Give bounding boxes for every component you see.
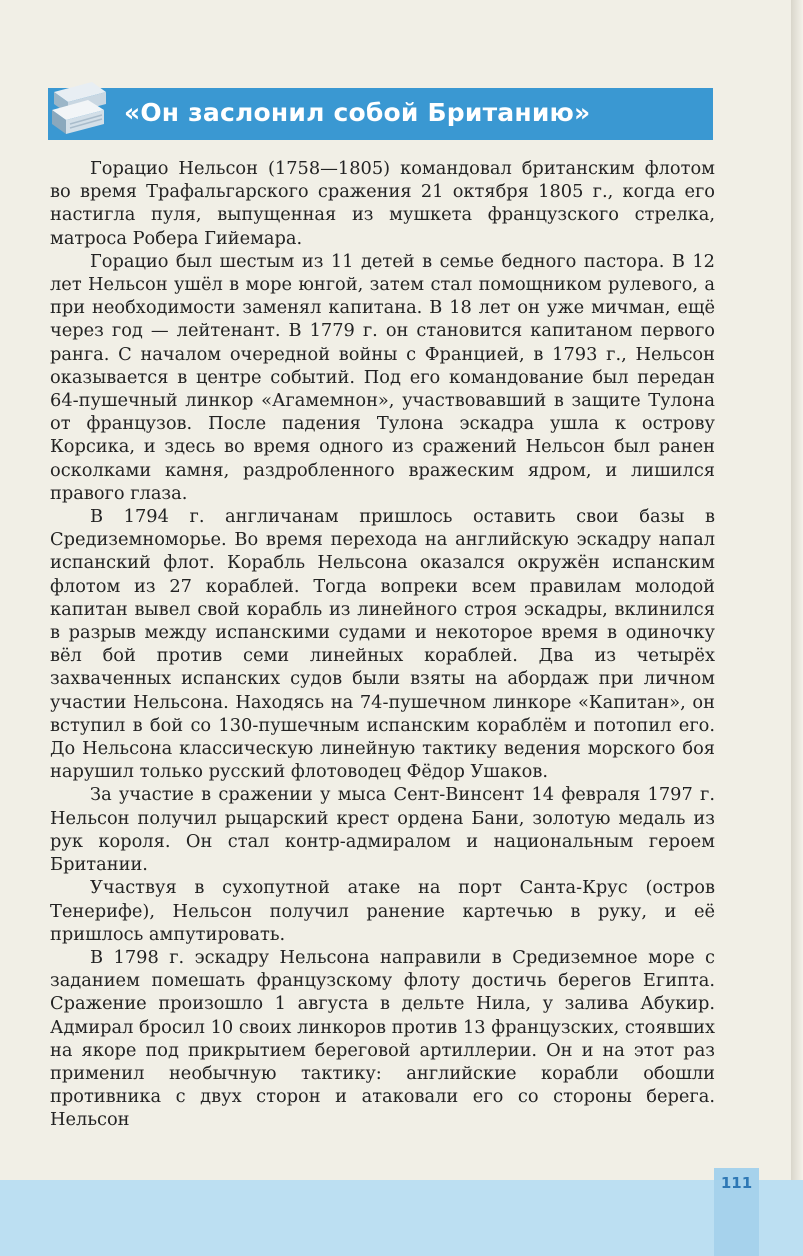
page-edge: [791, 0, 803, 1256]
paragraph: Горацио Нельсон (1758—1805) командовал британским флотом во время Трафальгарского сражения 21 октября 1805 г., когда его настигла пуля, выпущенная из мушкета французского стрелка, матроса Робера Гийемара.: [50, 158, 715, 249]
paragraph: В 1798 г. эскадру Нельсона направили в Средиземное море с заданием помешать французскому флоту достичь берегов Египта. Сражение произошло 1 августа в дельте Нила, у залива Абукир. Адмирал бросил 10 своих линкоров против 13 французских, стоявших на якоре под прикрытием береговой артиллерии. Он и на этот раз применил необычную тактику: английские корабли обошли противника с двух сторон и атаковали его со стороны берега. Нельсон: [50, 946, 715, 1131]
footer-band: [0, 1180, 803, 1256]
page-number-tab: [714, 1168, 759, 1256]
paragraph: За участие в сражении у мыса Сент-Винсент 14 февраля 1797 г. Нельсон получил рыцарский крест ордена Бани, золотую медаль из рук короля. Он стал контр-адмиралом и национальным героем Британии.: [50, 784, 715, 876]
paragraph: Участвуя в сухопутной атаке на порт Санта-Крус (остров Тенерифе), Нельсон получил ранение картечью в руку, и её пришлось ампутировать.: [50, 877, 715, 945]
books-icon: [48, 78, 108, 140]
article-body: [50, 157, 715, 1132]
section-header: [48, 88, 713, 140]
page-number: 111: [720, 1174, 753, 1192]
paragraph: Горацио был шестым из 11 детей в семье бедного пастора. В 12 лет Нельсон ушёл в море юнгой, затем стал помощником рулевого, а при необходимости заменял капитана. В 18 лет он уже мичман, ещё через год — лейтенант. В 1779 г. он становится капитаном первого ранга. С началом очередной войны с Францией, в 1793 г., Нельсон оказывается в центре событий. Под его командование был передан 64-пушечный линкор «Агамемнон», участвовавший в защите Тулона от французов. После падения Тулона эскадра ушла к острову Корсика, и здесь во время одного из сражений Нельсон был ранен осколками камня, раздробленного вражеским ядром, и лишился правого глаза.: [50, 250, 715, 504]
section-title: «Он заслонил собой Британию»: [124, 98, 591, 127]
paragraph: В 1794 г. англичанам пришлось оставить свои базы в Средиземноморье. Во время перехода на английскую эскадру напал испанский флот. Корабль Нельсона оказался окружён испанским флотом из 27 кораблей. Тогда вопреки всем правилам молодой капитан вывел свой корабль из линейного строя эскадры, вклинился в разрыв между испанскими судами и некоторое время в одиночку вёл бой против семи линейных кораблей. Два из четырёх захваченных испанских судов были взяты на абордаж при личном участии Нельсона. Находясь на 74-пушечном линкоре «Капитан», он вступил в бой со 130-пушечным испанским кораблём и потопил его. До Нельсона классическую линейную тактику ведения морского боя нарушил только русский флотоводец Фёдор Ушаков.: [50, 506, 715, 783]
